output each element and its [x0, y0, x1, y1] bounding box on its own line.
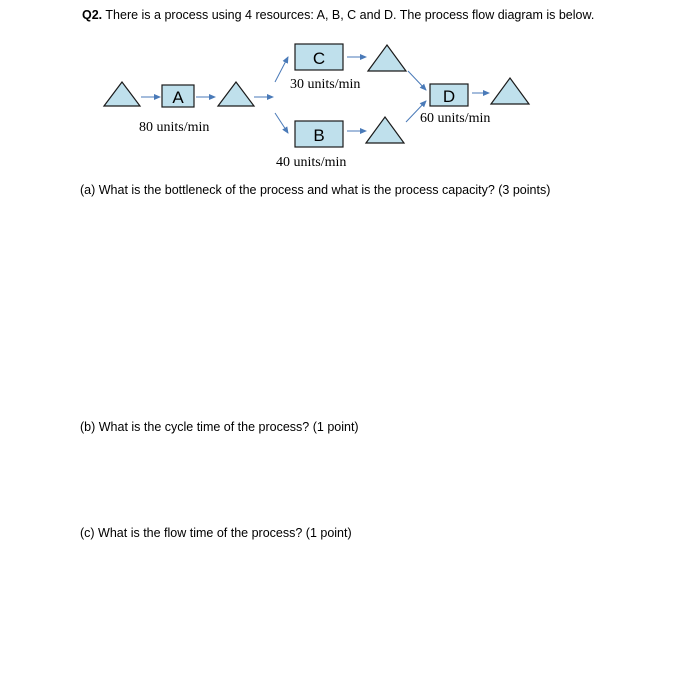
arrow-split-to-b [275, 113, 288, 133]
resource-label-d: D [442, 87, 456, 106]
inventory-triangle-after-a [218, 82, 254, 106]
arrow-split-to-c [275, 57, 288, 82]
resource-rate-b: 40 units/min [276, 155, 347, 170]
inventory-triangle-start [104, 82, 140, 106]
arrow-c-buffer-to-d [408, 71, 426, 90]
inventory-triangle-after-b [366, 117, 404, 143]
question-part-a: (a) What is the bottleneck of the process and what is the process capacity? (3 points) [80, 183, 551, 197]
resource-label-b: B [313, 126, 325, 145]
resource-label-c: C [312, 49, 326, 68]
resource-label-a: A [172, 88, 184, 107]
resource-rate-c: 30 units/min [290, 77, 361, 92]
question-part-c: (c) What is the flow time of the process? (1 point) [80, 526, 352, 540]
resource-rate-a: 80 units/min [139, 120, 210, 135]
resource-rate-d: 60 units/min [420, 111, 491, 126]
question-part-b: (b) What is the cycle time of the process? (1 point) [80, 420, 359, 434]
inventory-triangle-output [491, 78, 529, 104]
question-number: Q2. [82, 8, 103, 22]
inventory-triangle-after-c [368, 45, 406, 71]
process-flow-diagram [0, 0, 675, 200]
question-intro: There is a process using 4 resources: A, B, C and D. The process flow diagram is below. [102, 8, 595, 22]
